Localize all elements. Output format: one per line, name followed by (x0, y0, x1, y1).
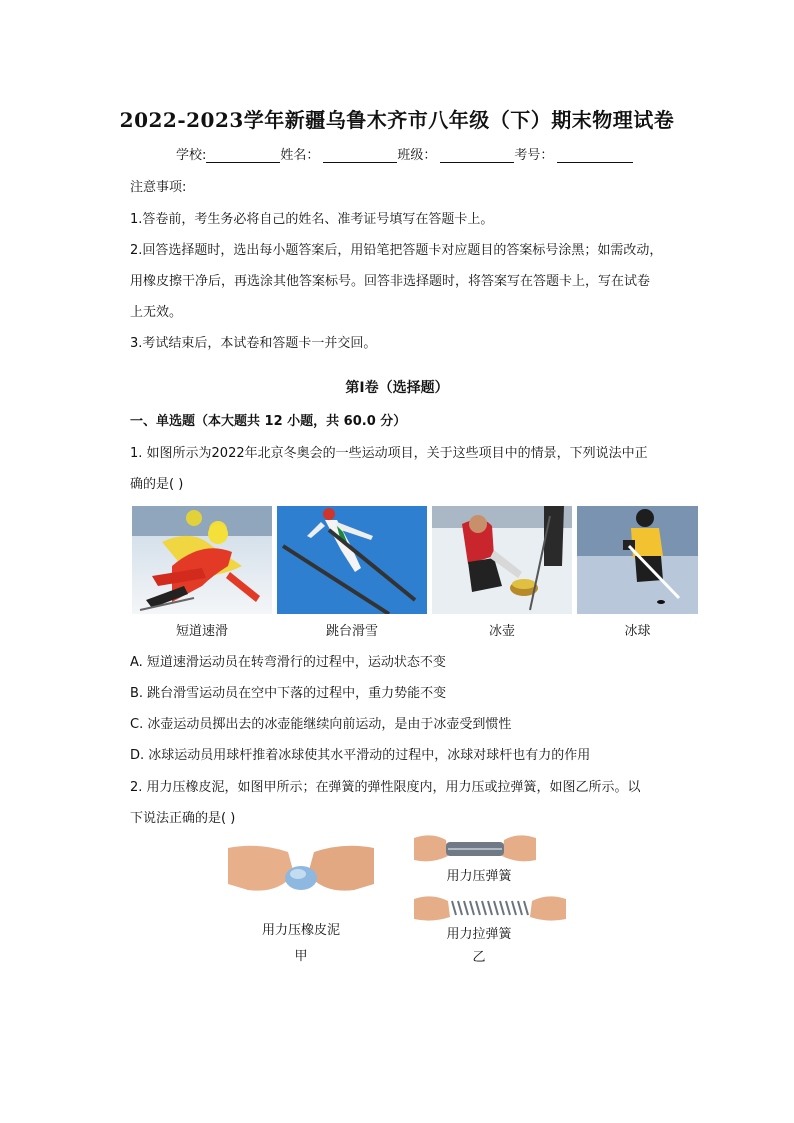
class-label: 班级： (397, 148, 437, 163)
speed-skating-photo (132, 506, 272, 614)
name-blank[interactable] (323, 148, 397, 163)
q1-option-a: A. 短道速滑运动员在转弯滑行的过程中，运动状态不变 (130, 655, 446, 670)
exam-number-label: 考号： (514, 148, 554, 163)
q2-stem: 2. 用力压橡皮泥，如图甲所示；在弹簧的弹性限度内，用力压或拉弹簧，如图乙所示。以 (130, 780, 641, 795)
q1-option-c: C. 冰壶运动员掷出去的冰壶能继续向前运动，是由于冰壶受到惯性 (130, 717, 512, 732)
exam-number-blank[interactable] (557, 148, 633, 163)
fig-b-label: 乙 (472, 950, 486, 965)
photo-caption: 冰球 (624, 624, 651, 639)
q1-stem: 确的是( ) (130, 477, 184, 492)
class-blank[interactable] (440, 148, 514, 163)
section-title: 第Ⅰ卷（选择题） (345, 380, 449, 396)
note-line: 上无效。 (130, 305, 183, 320)
note-line: 3.考试结束后，本试卷和答题卡一并交回。 (130, 336, 377, 351)
exam-title: 2022-2023学年新疆乌鲁木齐市八年级（下）期末物理试卷 (119, 108, 675, 132)
compress-spring-figure (414, 832, 536, 864)
fig-a-caption: 用力压橡皮泥 (261, 923, 340, 938)
student-info-row (176, 144, 633, 163)
notes-heading: 注意事项: (130, 180, 187, 195)
fig-b-caption-stretch: 用力拉弹簧 (446, 927, 512, 942)
note-line: 用橡皮擦干净后，再选涂其他答案标号。回答非选择题时，将答案写在答题卡上，写在试卷 (130, 274, 651, 289)
school-blank[interactable] (206, 148, 280, 163)
photo-caption: 冰壶 (488, 624, 515, 639)
photo-caption: 短道速滑 (175, 624, 228, 639)
curling-photo (432, 506, 572, 614)
section-part: 一、单选题（本大题共 12 小题，共 60.0 分） (130, 414, 407, 429)
q1-stem: 1. 如图所示为2022年北京冬奥会的一些运动项目，关于这些项目中的情景，下列说法中正 (130, 446, 648, 461)
q1-option-b: B. 跳台滑雪运动员在空中下落的过程中，重力势能不变 (130, 686, 447, 701)
note-line: 2.回答选择题时，选出每小题答案后，用铅笔把答题卡对应题目的答案标号涂黑；如需改动， (130, 243, 663, 258)
stretch-spring-figure (414, 893, 566, 923)
fig-a-label: 甲 (294, 949, 308, 964)
ice-hockey-photo (577, 506, 698, 614)
school-label: 学校: (176, 148, 207, 163)
q2-stem: 下说法正确的是( ) (130, 811, 236, 826)
name-label: 姓名： (280, 148, 320, 163)
note-line: 1.答卷前，考生务必将自己的姓名、准考证号填写在答题卡上。 (130, 212, 494, 227)
fig-b-caption-compress: 用力压弹簧 (446, 869, 512, 884)
ski-jumping-photo (277, 506, 427, 614)
photo-caption: 跳台滑雪 (325, 624, 378, 639)
plasticine-figure (228, 840, 374, 898)
q1-option-d: D. 冰球运动员用球杆推着冰球使其水平滑动的过程中，冰球对球杆也有力的作用 (130, 748, 591, 763)
